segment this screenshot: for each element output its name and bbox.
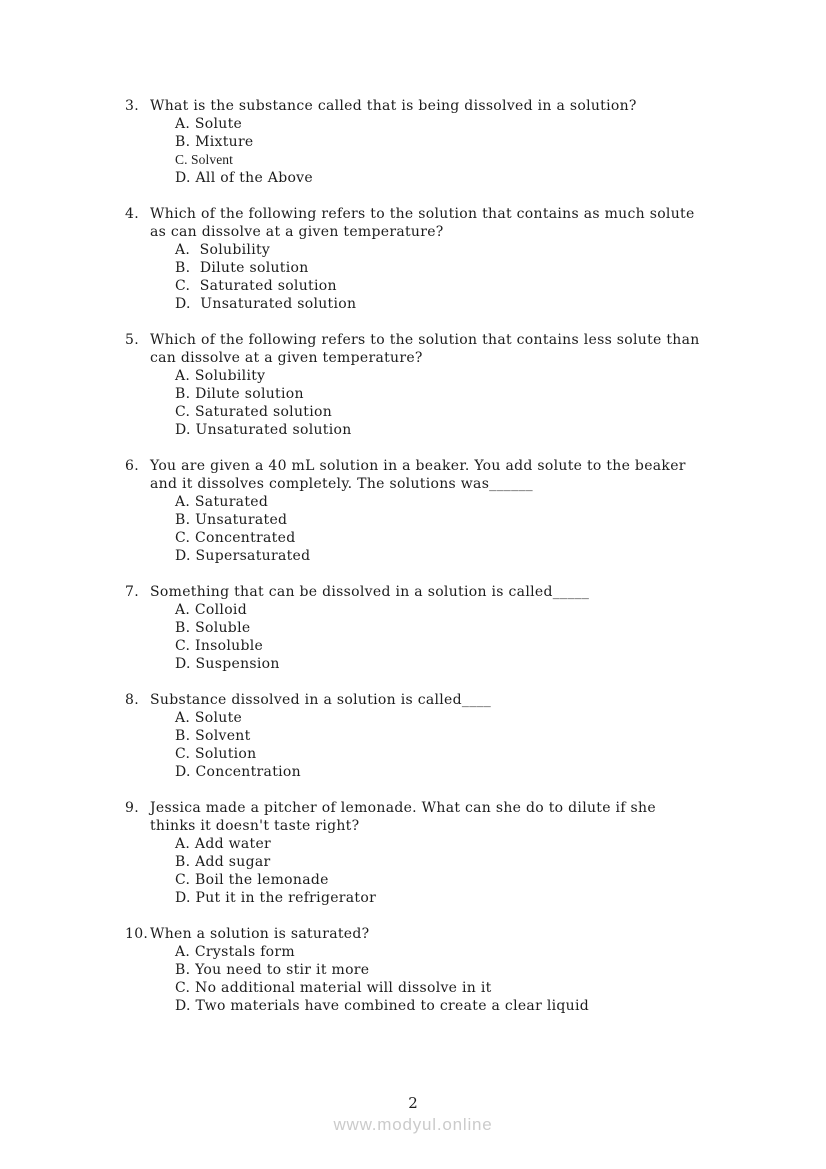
option-item: C. Concentrated	[175, 530, 296, 546]
option-item: B. Solvent	[175, 728, 251, 744]
question-block	[125, 205, 710, 313]
question-head	[125, 925, 710, 943]
question-number: 3.	[125, 98, 139, 114]
options-list	[125, 115, 710, 187]
question-head	[125, 331, 710, 367]
options-list	[125, 601, 710, 673]
options-list	[125, 493, 710, 565]
question-text: Something that can be dissolved in a solution is called_____	[150, 584, 590, 600]
option-item: A. Saturated	[175, 494, 269, 510]
options-list	[125, 241, 710, 313]
option-item: C. No additional material will dissolve in it	[175, 980, 492, 996]
question-number: 4.	[125, 206, 139, 222]
option-item: A. Add water	[175, 836, 272, 852]
option-item: D. Supersaturated	[175, 548, 311, 564]
option-item: D. Put it in the refrigerator	[175, 890, 377, 906]
question-number: 8.	[125, 692, 139, 708]
option-item: D. All of the Above	[175, 170, 313, 186]
option-item: B. Add sugar	[175, 854, 271, 870]
option-item: B. Dilute solution	[175, 386, 304, 402]
question-text: You are given a 40 mL solution in a beaker. You add solute to the beaker and it dissolves completely. The solutions was______	[150, 458, 691, 492]
option-item: D. Two materials have combined to create a clear liquid	[175, 998, 589, 1014]
question-block	[125, 691, 710, 781]
option-item: C. Saturated solution	[175, 404, 333, 420]
option-item: B. You need to stir it more	[175, 962, 370, 978]
question-block	[125, 583, 710, 673]
option-item: A. Colloid	[175, 602, 247, 618]
option-item: D. Suspension	[175, 656, 280, 672]
option-item: C. Boil the lemonade	[175, 872, 329, 888]
question-block	[125, 457, 710, 565]
question-head	[125, 457, 710, 493]
question-text: What is the substance called that is being dissolved in a solution?	[150, 98, 637, 114]
options-list	[125, 367, 710, 439]
question-number: 10.	[125, 926, 149, 942]
option-item: A. Solute	[175, 710, 243, 726]
question-number: 6.	[125, 458, 139, 474]
question-number: 9.	[125, 800, 139, 816]
option-item: B. Unsaturated	[175, 512, 288, 528]
question-number: 7.	[125, 584, 139, 600]
option-item: A. Crystals form	[175, 944, 295, 960]
questions-list	[125, 97, 710, 1033]
option-item: C. Solvent	[175, 152, 234, 167]
question-text: Which of the following refers to the solution that contains less solute than can dissolve at a given temperature?	[150, 332, 705, 366]
question-text: Jessica made a pitcher of lemonade. What can she do to dilute if she thinks it doesn't taste right?	[150, 800, 661, 834]
option-item: A. Solubility	[175, 368, 266, 384]
options-list	[125, 835, 710, 907]
option-item: B. Dilute solution	[175, 260, 309, 276]
question-number: 5.	[125, 332, 139, 348]
question-head	[125, 205, 710, 241]
question-head	[125, 583, 710, 601]
question-block	[125, 925, 710, 1015]
option-item: B. Soluble	[175, 620, 251, 636]
question-head	[125, 799, 710, 835]
option-item: B. Mixture	[175, 134, 254, 150]
option-item: A. Solute	[175, 116, 243, 132]
question-head	[125, 97, 710, 115]
page-number: 2	[408, 1094, 418, 1112]
options-list	[125, 943, 710, 1015]
options-list	[125, 709, 710, 781]
question-head	[125, 691, 710, 709]
question-block	[125, 799, 710, 907]
question-text: Which of the following refers to the solution that contains as much solute as can dissolve at a given temperature?	[150, 206, 700, 240]
option-item: C. Saturated solution	[175, 278, 337, 294]
option-item: D. Unsaturated solution	[175, 422, 352, 438]
question-text: When a solution is saturated?	[150, 926, 370, 942]
watermark-text: www.modyul.online	[333, 1115, 493, 1134]
option-item: A. Solubility	[175, 242, 271, 258]
question-block	[125, 331, 710, 439]
option-item: C. Insoluble	[175, 638, 264, 654]
question-block	[125, 97, 710, 187]
option-item: C. Solution	[175, 746, 257, 762]
option-item: D. Unsaturated solution	[175, 296, 357, 312]
option-item: D. Concentration	[175, 764, 301, 780]
question-text: Substance dissolved in a solution is called____	[150, 692, 492, 708]
